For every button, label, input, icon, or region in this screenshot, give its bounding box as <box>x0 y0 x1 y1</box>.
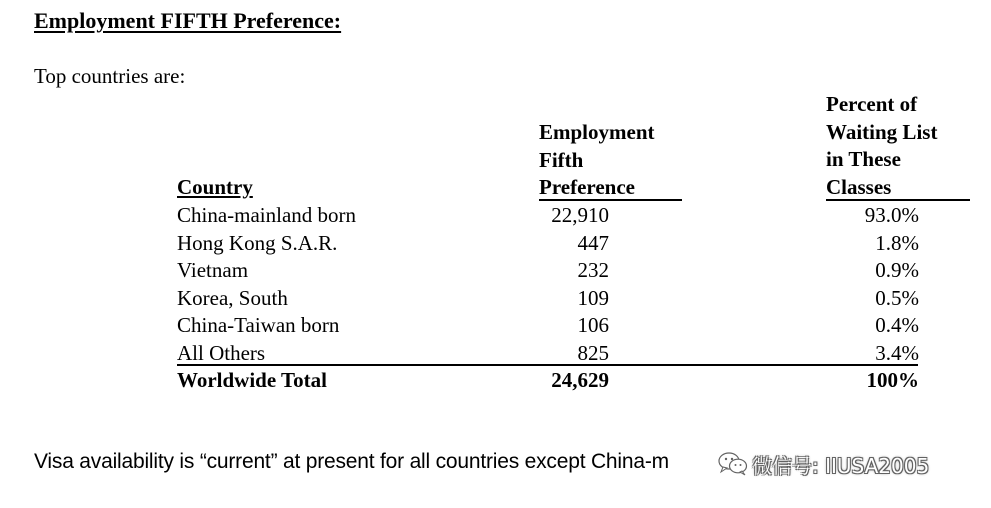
column-header-line: Waiting List <box>826 119 938 144</box>
watermark-text: 微信号: IIUSA2005 <box>752 453 930 478</box>
cell-count: 24,629 <box>551 368 609 392</box>
cell-country: Korea, South <box>177 285 288 310</box>
cell-country: Hong Kong S.A.R. <box>177 230 338 255</box>
cell-country: Vietnam <box>177 258 249 282</box>
column-header-line: Fifth <box>539 147 584 172</box>
table-row-total <box>0 367 991 395</box>
column-header-line: Preference <box>539 175 635 199</box>
table-row <box>0 285 991 313</box>
column-header-line: Percent of <box>826 92 918 116</box>
cell-count: 232 <box>577 258 609 282</box>
intro-text: Top countries are: <box>34 64 186 88</box>
cell-percent: 0.9% <box>875 258 919 282</box>
cell-percent: 93.0% <box>864 203 919 227</box>
column-header-line: Classes <box>826 174 892 199</box>
cell-count: 22,910 <box>551 203 609 227</box>
cell-percent: 0.4% <box>875 313 919 337</box>
cell-count: 447 <box>577 230 609 255</box>
cell-percent: 3.4% <box>875 340 919 365</box>
table-row <box>0 340 991 368</box>
table-row <box>0 312 991 340</box>
cell-country: China-Taiwan born <box>177 313 340 337</box>
cell-percent: 0.5% <box>875 285 919 310</box>
total-separator-line <box>177 364 918 366</box>
cell-percent: 1.8% <box>875 230 919 255</box>
cell-count: 106 <box>577 313 609 337</box>
table-row <box>0 230 991 258</box>
table-row <box>0 202 991 230</box>
column-header-line: Employment <box>539 120 655 144</box>
header-underline-employment <box>539 199 682 201</box>
footnote-text: Visa availability is “current” at present for all countries except China-m <box>34 450 669 473</box>
cell-count: 825 <box>577 340 609 365</box>
column-header-country-label: Country <box>177 175 253 199</box>
column-header-line: in These <box>826 147 901 171</box>
column-header-percent-waiting-list <box>826 91 937 201</box>
cell-count: 109 <box>577 285 609 310</box>
column-header-employment-fifth-preference <box>539 119 655 202</box>
cell-country: All Others <box>177 340 266 365</box>
header-underline-percent <box>826 199 970 201</box>
wechat-logo-icon <box>718 451 748 477</box>
cell-percent: 100% <box>866 368 919 392</box>
table-row <box>0 257 991 285</box>
cell-country: Worldwide Total <box>177 368 327 392</box>
page-heading: Employment FIFTH Preference: <box>34 8 342 33</box>
column-header-country <box>177 174 253 202</box>
cell-country: China-mainland born <box>177 203 357 227</box>
watermark <box>718 448 929 480</box>
